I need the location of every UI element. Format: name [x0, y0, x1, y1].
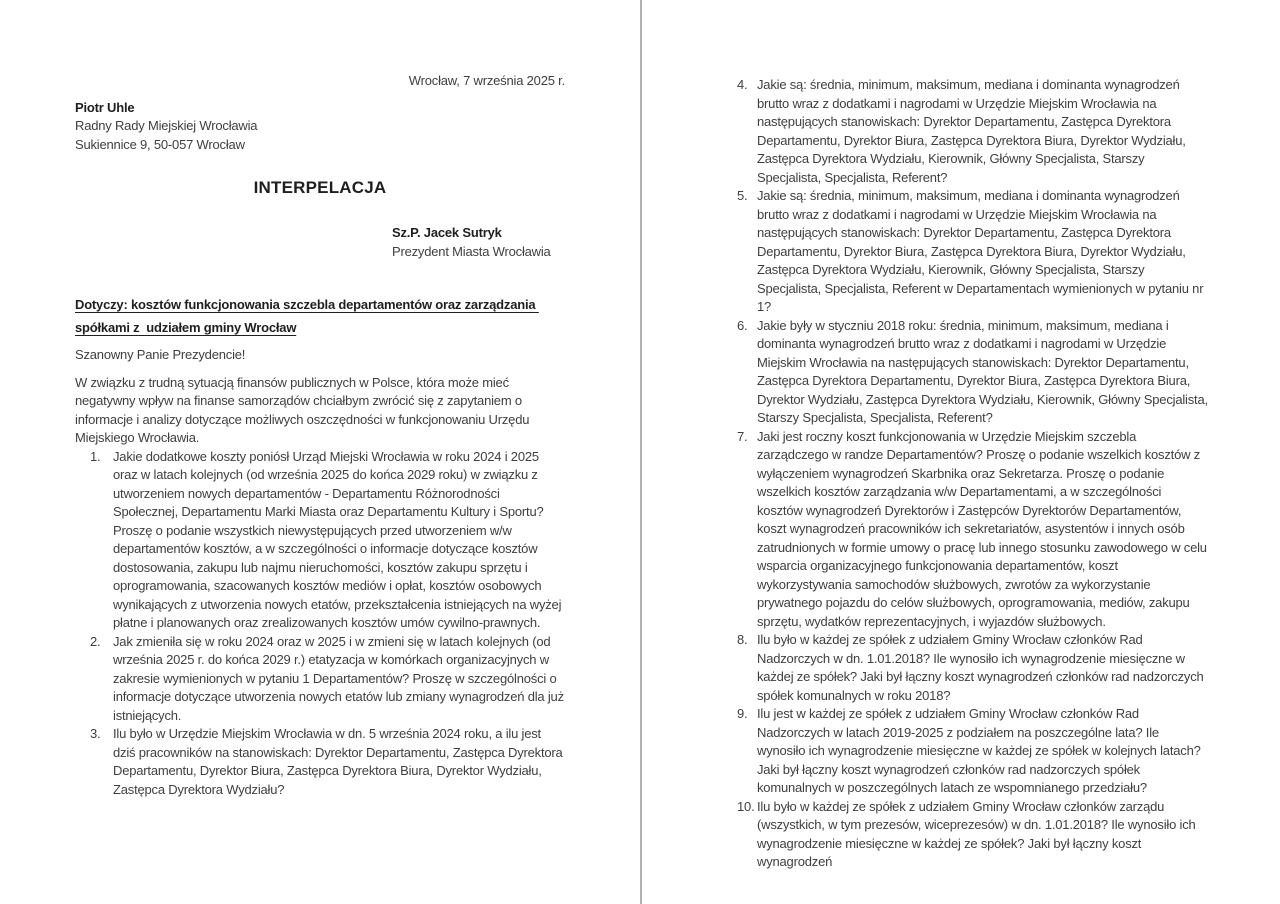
intro-paragraph: W związku z trudną sytuacją finansów publicznych w Polsce, która może mieć negatywny wpływ na finanse samorządów chciałbym zwrócić się z zapytaniem o informacje i analizy dotyczące możliwych oszczędności w funkcjonowaniu Urzędu Miejskiego Wrocławia. [75, 374, 530, 445]
recipient-role: Prezydent Miasta Wrocławia [392, 243, 551, 259]
recipient-name: Sz.P. Jacek Sutryk [392, 225, 502, 240]
document-title: INTERPELACJA [253, 178, 387, 197]
date-line: Wrocław, 7 września 2025 r. [408, 73, 565, 88]
questions-list-page-2 [737, 76, 1210, 872]
subject-line: Dotyczy: kosztów funkcjonowania szczebla departamentów oraz zarządzania spółkami z udziałem gminy Wrocław [75, 297, 539, 335]
list-item: Jakie dodatkowe koszty poniósł Urząd Miejski Wrocławia w roku 2024 i 2025 oraz w latach kolejnych (od września 2025 do końca 2029 roku) w związku z utworzeniem nowych departamentów - Departamentu Różnorodności Społecznej, Departamentu Marki Miasta oraz Departamentu Kultury i Sportu? Proszę o podanie wszystkich niewystępujących przed utworzeniem w/w departamentów kosztów, a w szczególności o informacje dotyczące kosztów dostosowania, zakupu lub najmu nieruchomości, kosztów zakupu sprzętu i oprogramowania, szacowanych kosztów mediów i opłat, kosztów osobowych wynikających z utworzenia nowych etatów, przekształcenia istniejących na wyżej płatne i planowanych oraz zrealizowanych kosztów umów cywilno-prawnych. [113, 448, 562, 630]
sender-block [75, 99, 565, 155]
list-item: Jak zmieniła się w roku 2024 oraz w 2025 i w zmieni się w latach kolejnych (od września 2025 r. do końca 2029 r.) etatyzacja w komórkach organizacyjnych w zakresie wymienionych w pytaniu 1 Departamentów? Proszę w szczególności o informacje dotyczące utworzenia nowych etatów lub zmiany wynagrodzeń dla już istniejących. [113, 633, 564, 723]
list-item: Jakie są: średnia, minimum, maksimum, mediana i dominanta wynagrodzeń brutto wraz z dodatkami i nagrodami w Urzędzie Miejskim Wrocławia na następujących stanowiskach: Dyrektor Departamentu, Zastępca Dyrektora Departamentu, Dyrektor Biura, Zastępca Dyrektora Biura, Dyrektor Wydziału, Zastępca Dyrektora Wydziału, Kierownik, Główny Specjalista, Starszy Specjalista, Specjalista, Referent w Departamentach wymienionych w pytaniu nr 1? [757, 188, 1204, 314]
list-item: Jakie są: średnia, minimum, maksimum, mediana i dominanta wynagrodzeń brutto wraz z dodatkami i nagrodami w Urzędzie Miejskim Wrocławia na następujących stanowiskach: Dyrektor Departamentu, Zastępca Dyrektora Departamentu, Dyrektor Biura, Zastępca Dyrektora Biura, Dyrektor Wydziału, Zastępca Dyrektora Wydziału, Kierownik, Główny Specjalista, Starszy Specjalista, Specjalista, Referent? [757, 77, 1186, 185]
page-2 [642, 0, 1280, 904]
list-item: Jaki jest roczny koszt funkcjonowania w Urzędzie Miejskim szczebla zarządczego w randze Departamentów? Proszę o podanie wszelkich kosztów z wyłączeniem wynagrodzeń Skarbnika oraz Sekretarza. Proszę o podanie wszelkich kosztów zarządzania w/w Departamentami, a w szczególności kosztów wynagrodzeń Dyrektorów i Zastępców Dyrektorów Departamentów, koszt wynagrodzeń pracowników ich sekretariatów, asystentów i innych osób zatrudnionych w formie umowy o pracę lub innego stosunku zawodowego w celu wsparcia organizacyjnego funkcjonowania departamentów, koszt wykorzystywania samochodów służbowych, zwrotów za wykorzystanie prywatnego pojazdu do celów służbowych, oprogramowania, mediów, zakupu sprzętu, wydatków reprezentacyjnych, i wyjazdów służbowych. [757, 428, 1207, 629]
salutation: Szanowny Panie Prezydencie! [75, 347, 246, 362]
list-item: Jakie były w styczniu 2018 roku: średnia, minimum, maksimum, mediana i dominanta wynagrodzeń brutto wraz z dodatkami i nagrodami w Urzędzie Miejskim Wrocławia na następujących stanowiskach: Dyrektor Departamentu, Zastępca Dyrektora Departamentu, Dyrektor Biura, Zastępca Dyrektora Biura, Dyrektor Wydziału, Zastępca Dyrektora Wydziału, Kierownik, Główny Specjalista, Starszy Specjalista, Specjalista, Referent? [757, 317, 1208, 425]
list-item: Ilu było w Urzędzie Miejskim Wrocławia w dn. 5 września 2024 roku, a ilu jest dziś pracowników na stanowiskach: Dyrektor Departamentu, Zastępca Dyrektora Departamentu, Dyrektor Biura, Zastępca Dyrektora Biura, Dyrektor Wydziału, Zastępca Dyrektora Wydziału? [113, 726, 563, 797]
list-item: Ilu było w każdej ze spółek z udziałem Gminy Wrocław członków zarządu (wszystkich, w tym prezesów, wiceprezesów) w dn. 1.01.2018? Ile wynosiło ich wynagrodzenie miesięczne w każdej ze spółek? Jaki był łączny koszt wynagrodzeń [757, 798, 1196, 869]
sender-name: Piotr Uhle [75, 99, 135, 115]
list-item: Ilu było w każdej ze spółek z udziałem Gminy Wrocław członków Rad Nadzorczych w dn. 1.01.2018? Ile wynosiło ich wynagrodzenie miesięczne w każdej ze spółek? Jaki był łączny koszt wynagrodzeń członków rad nadzorczych spółek komunalnych w roku 2018? [757, 632, 1204, 703]
questions-list-page-1 [75, 448, 565, 800]
list-item: Ilu jest w każdej ze spółek z udziałem Gminy Wrocław członków Rad Nadzorczych w latach 2019-2025 z podziałem na poszczególne lata? Ile wynosiło ich wynagrodzenie miesięczne w każdej ze spółek w kolejnych latach? Jaki był łączny koszt wynagrodzeń członków rad nadzorczych spółek komunalnych w poszczególnych latach ze wspomnianego przedziału? [757, 706, 1201, 795]
sender-address: Sukiennice 9, 50-057 Wrocław [75, 136, 245, 152]
recipient-block [392, 224, 565, 261]
sender-role: Radny Rady Miejskiej Wrocławia [75, 118, 258, 133]
